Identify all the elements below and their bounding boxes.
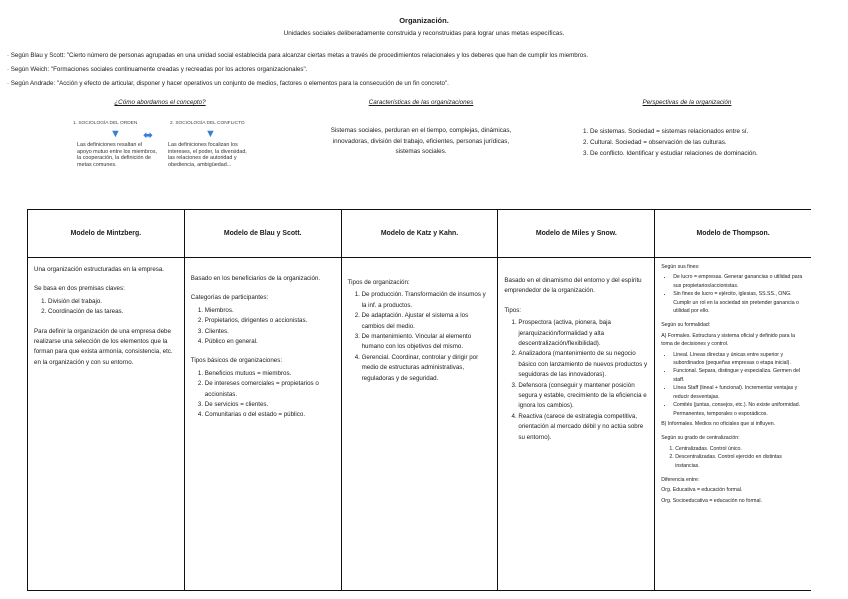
premises-intro: Se basa en dos premisas claves:: [34, 285, 125, 293]
model-blau-scott: [185, 210, 342, 590]
list-item: 3. De servicios = clientes.: [205, 400, 335, 410]
model-title: Modelo de Miles y Snow.: [498, 210, 654, 258]
model-miles-snow: [498, 210, 655, 590]
list-item: 1. Miembros.: [205, 306, 335, 316]
formality-intro: Según su formalidad:: [661, 322, 711, 329]
down-arrow-icon: ▼: [110, 128, 121, 140]
list-item: 4. Gerencial. Coordinar, controlar y dirigir por medio de estructuras administrativas, reguladoras y de seguridad.: [362, 353, 492, 384]
list-item: 4. Público en general.: [205, 337, 335, 347]
list-item: 3. De mantenimiento. Vincular al elemento humano con los objetivos del mismo.: [362, 332, 492, 353]
model-katz-kahn: [342, 210, 499, 590]
list-item: • De lucro = empresas. Generar ganancias o utilidad para sus propietarios/accionistas.: [673, 273, 805, 290]
characteristics-heading: Características de las organizaciones: [368, 99, 474, 106]
list-item: 1. Centralizadas. Control único.: [675, 445, 805, 453]
ends-intro: Según sus fines:: [661, 264, 700, 270]
list-item: 2. Cultural. Sociedad = observación de las culturas.: [590, 137, 758, 148]
list-item: 2. Propietarios, dirigentes o accionistas.: [205, 316, 335, 326]
perspectives-list: [578, 126, 758, 159]
difference-socioeducativa: Org. Socioeducativa = educación no formal.: [661, 497, 762, 504]
list-item: 3. De conflicto. Identificar y estudiar relaciones de dominación.: [590, 148, 758, 159]
model-body: [185, 258, 341, 430]
model-body: [342, 258, 498, 393]
list-item: 2. Analizadora (mantenimiento de su negocio básico con lanzamiento de nuevos productos y seguidoras de las innovadoras).: [518, 349, 648, 380]
model-title: Modelo de Thompson.: [655, 210, 811, 258]
list-item: • Línea Staff (lineal + funcional). Incrementar ventajas y reducir desventajas.: [673, 384, 805, 401]
model-mintzberg: [27, 210, 185, 590]
page-subtitle: Unidades sociales deliberadamente construida y reconstruidas para lograr unas metas específicas.: [283, 30, 565, 37]
models-table: [27, 209, 811, 591]
list-item: 2. De intereses comerciales = propietarios o accionistas.: [205, 379, 335, 400]
list-item: • Comités (juntas, consejos, etc.). No existe uniformidad. Permanentes, temporales o esporádicos.: [673, 401, 805, 418]
model-intro: Basado en el dinamismo del entorno y del espíritu emprendedor de la organización.: [504, 277, 642, 295]
types-intro: Tipos básicos de organizaciones:: [190, 357, 283, 365]
list-item: 3. Clientes.: [205, 327, 335, 337]
double-arrow-icon: ⬌: [143, 128, 154, 142]
list-item: 1. Beneficios mutuos = miembros.: [205, 369, 335, 379]
list-item: 2. De adaptación. Ajustar el sistema a los cambios del medio.: [362, 311, 492, 332]
list-item: 3. Defensora (conseguir y mantener posición segura y estable, crecimiento de la eficiencia e ignora los cambios).: [518, 381, 648, 412]
model-intro: Basado en los beneficiarios de la organización.: [190, 275, 321, 282]
list-item: 4. Reactiva (carece de estrategia competitiva, orientación al mercado débil y no actúa sobre su entorno).: [518, 412, 648, 443]
model-intro: Tipos de organización:: [347, 279, 410, 286]
difference-intro: Diferencia entre:: [661, 476, 700, 483]
definitions: [7, 49, 588, 91]
characteristics-text: Sistemas sociales, perduran en el tiempo, complejas, dinámicas, innovadoras, división del trabajo, eficientes, personas jurídicas, sistemas sociales.: [330, 127, 512, 155]
types-intro: Tipos:: [504, 306, 522, 314]
model-title: Modelo de Blau y Scott.: [185, 210, 341, 258]
formal-text: A) Formales. Estructura y sistema oficial y definido para la toma de decisiones y control.: [661, 332, 795, 348]
down-arrow-icon: ▼: [205, 128, 216, 140]
sociology-conflict-label: 2. SOCIOLOGÍA DEL CONFLICTO: [170, 121, 245, 126]
definition-weich: · Según Weich: "Formaciones sociales continuamente creadas y recreadas por los actores organizacionales".: [7, 66, 308, 73]
categories-intro: Categorías de participantes:: [190, 294, 269, 302]
model-title: Modelo de Mintzberg.: [28, 210, 184, 258]
list-item: 1. Prospectora (activa, pionera, baja jerarquización/formalidad y alta descentralización/flexibilidad).: [518, 318, 648, 349]
model-body: [28, 258, 184, 377]
model-thompson: [655, 210, 811, 590]
list-item: 2. Descentralizadas. Control ejercido en distintas instancias.: [675, 453, 805, 470]
list-item: 2. Coordinación de las tareas.: [48, 307, 178, 317]
model-title: Modelo de Katz y Kahn.: [342, 210, 498, 258]
centralization-intro: Según su grado de centralización:: [661, 435, 740, 442]
list-item: 1. De sistemas. Sociedad = sistemas relacionados entre sí.: [590, 126, 758, 137]
definition-andrade: · Según Andrade: "Acción y efecto de articular, disponer y hacer operativos un conjunto de medios, factores o elementos para la consecución de un fin concreto".: [7, 80, 449, 87]
list-item: 1. De producción. Transformación de insumos y la inf. a productos.: [362, 290, 492, 311]
approach-heading: ¿Cómo abordamos el concepto?: [114, 99, 206, 106]
informal-text: B) Informales. Medios no oficiales que si influyen.: [661, 420, 776, 427]
page-title: Organización.: [399, 16, 449, 25]
list-item: • Sin fines de lucro = ejército, iglesias, SS.SS., ONG. Cumplir un rol en la sociedad sin pretender ganancia o utilidad por ello.: [673, 290, 805, 315]
definition-blau-scott: · Según Blau y Scott: "Cierto número de personas agrupadas en una unidad social establecida para alcanzar ciertas metas a través de procedimientos relacionales y los deberes que han de cumplir los miembros.: [7, 52, 589, 59]
sociology-conflict-text: Las definiciones focalizan los intereses, el poder, la diversidad, las relaciones de autoridad y obediencia, ambigüedad...: [168, 142, 247, 168]
model-intro: Una organización estructuradas en la empresa.: [34, 266, 165, 273]
model-outro: Para definir la organización de una empresa debe realizarse una selección de los elementos que la forman para que exista armonía, consistencia, etc. en la organización y con su entorno.: [34, 327, 173, 366]
perspectives-heading: Perspectivas de la organización: [642, 99, 732, 106]
list-item: • Lineal. Líneas directas y únicas entre superior y subordinados (pequeñas empresas o etapa inicial).: [673, 351, 805, 368]
list-item: 1. División del trabajo.: [48, 297, 178, 307]
list-item: 4. Comunitarias o del estado = público.: [205, 410, 335, 420]
model-body: [498, 258, 654, 452]
list-item: • Funcional. Separa, distingue y especializa. Germen del staff.: [673, 367, 805, 384]
sociology-order-text: Las definiciones resaltan el apoyo mutuo entre los miembros, la cooperación, la definición de metas comunes.: [77, 142, 157, 168]
difference-educativa: Org. Educativa = educación formal.: [661, 487, 743, 494]
model-body: [655, 258, 811, 512]
sociology-order-label: 1. SOCIOLOGÍA DEL ORDEN: [73, 121, 138, 126]
